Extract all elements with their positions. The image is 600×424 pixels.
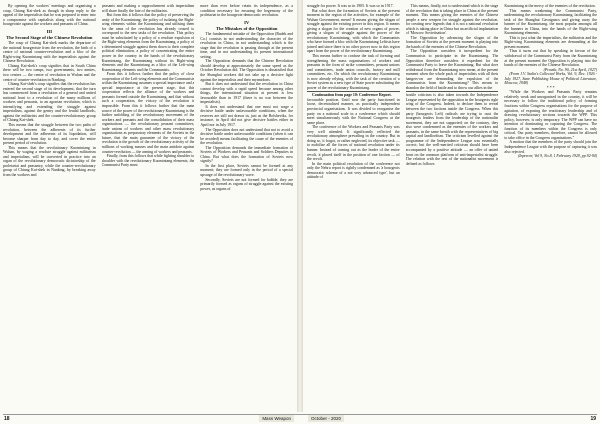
paragraph: This means further to confuse the task of forming and strengthening the mass organisations of workers and peasants in the form of strike committees, peasant unions and committees, trade union councils, factory and mill committees, etc. On which the revolutionary Kuomintang is now already relying, with the task of the creation of a Soviet system as a new type of State power substituting the power of the revolutionary Kuomintang. — [307, 54, 400, 90]
source-citation: (From J.V. Stalin's Collected Works, Vol. 9, Dec. 1926 - July 1927, State Publishing House of Political Literature, Moscow, 1948) — [504, 72, 598, 86]
paragraph: In the main political resolution of the conference not only the Nehru report is rightly condemned as 'a bourgeois democratic scheme of a not very advanced type', but an attitude of — [307, 161, 400, 180]
paragraph: Kuomintang at the mercy of the enemies of the revolution. — [504, 4, 596, 8]
issue-date: October - 2020 — [308, 415, 344, 422]
paragraph: The Opposition demands that the Chinese Revolution should develop at approximately the same speed as the October Revolution did. The Opposition is dissatisfied that the Shanghai workers did not take up a decisive fight against the imperialists and their myrmidons. — [200, 59, 294, 82]
source-citation: (Inprecor, Vol 9, No.8, 1 February 1929, pp 92-94) — [517, 154, 598, 159]
paragraph: struggle for power. It was so in 1905. It was so in 1917. — [307, 4, 394, 8]
paragraph: The Opposition considers it inexpedient for the Communists to participate in the Kuomintang. The Opposition therefore considers it expedient for the Communist Party to leave the Kuomintang. But what does withdrawal from the Kuomintang now mean, at the present moment when the whole pack of imperialists with all their hangers-on are demanding the expulsion of the Communists from the Kuomintang? This means to abandon the field of battle and to throw our allies in the — [405, 49, 499, 90]
paragraph: The conference of the Workers and Peasants Party was very well attended. It significantly reflected the revolutionary atmosphere prevailing in the country. But in doing so, it forgot, or rather neglected, its objective task — to mobilise all the forces of national revolution under its banner. Instead of coming out as the leader of the entire revolt, it placed itself in the position of one faction — of the revolt. — [307, 125, 400, 162]
continuation-note: Continuation from page 10: Conference Report. — [307, 91, 400, 98]
section-heading: The Mistakes of the Opposition — [215, 25, 278, 31]
right-column-2 — [406, 4, 499, 408]
separator: * * * — [546, 85, 555, 90]
right-page-number: 19 — [590, 416, 596, 422]
paragraph: It does not understand that one must not wage a decisive battle under unfavourable conditions, when the reserves are still not drawn in, just as the Bolsheviks, for instance, in April did not give decisive battles either in April nor in July 1917. — [200, 104, 294, 127]
page-footer — [0, 414, 600, 424]
paragraph: favourable position. Until now the party functioned in loose, decentralised manner, as practically independent provincial organisations. It was divided to reorganise the party on a national scale in a conference which should meet simultaneously with the National Congress at the same place. — [307, 97, 400, 125]
paragraph: This is just what the imperialists, the militarists and the Right-wing Kuomintang elements are demanding at the present moment. — [504, 35, 598, 49]
right-page — [304, 4, 600, 408]
paragraph: This means that the revolutionary Kuomintang in Wuhan, by waging a resolute struggle against militarism and imperialism, will be converted in practice into an organ of the revolutionary democratic dictatorship of the proletariat and peasantry, while the counter-revolutionary group of Chiang Kai-shek in Nanking, by breaking away from the workers and — [3, 145, 96, 177]
paragraph: A motion that the members of the party should join the Independence League with the purpose of capturing it was also rejected. — [504, 140, 598, 154]
page-gutter — [297, 0, 303, 412]
left-column-3 — [200, 4, 293, 408]
paragraph: Finally, from this follows that while fighting shoulder to shoulder with the revolutionary Kuomintang elements, the Communist Party must — [101, 154, 195, 168]
paragraph: Thus it turns out that by speaking in favour of the withdrawal of the Communist Party from the Kuomintang at the present moment the Opposition is playing into the hands of the enemies of the Chinese Revolution. — [504, 49, 598, 68]
right-column-1 — [307, 4, 400, 408]
paragraph: In the first place, Soviets cannot be formed at any moment; they are formed only in the period of a special upsurge of the revolutionary wave. — [200, 163, 294, 177]
quote: "While the Workers and Peasants Party remains relatively weak and unorganised in the country, it will be necessary to follow the traditional policy of forming fractions within Congress organisations for the purpose of agitation, of exposing the reactionary leadership and of drawing revolutionary sections towards the WPP. This policy, however, is only temporary. The WPP can have no intention of dominating or capturing the Congress. The function of its members within the Congress is only critical. Our party members, therefore, cannot be allowed to take office in the Congress organisations." — [504, 90, 598, 140]
paragraph: By opening the workers' meetings and organising a coup, Chiang Kai-shek as though in sharp reply to the appeal of the imperialists that he was prepared to enter into a compromise with capitalists along with the national bourgeoisie against the workers and peasants of China. — [3, 4, 96, 27]
paragraph: Chiang Kai-shek's coup signifies that in South China there will be two camps, two governments, two armies, two centres — the centre of revolution in Wuhan and the centre of counter-revolution in Nanking. — [3, 63, 96, 82]
paragraph: But it does not understand that the revolution in China cannot develop with a rapid speed because among other things, the international situation at present is less favourable than in 1917 (there is no war between the imperialists). — [200, 82, 294, 105]
section-number: III — [46, 28, 53, 34]
section-heading: The Second Stage of the Chinese Revolution — [6, 34, 93, 40]
paragraph: This means that the struggle between the two paths of revolution, between the adherents of its further development and the adherents of its liquidation, will become sharper from day to day, and cover the entire present period of revolution. — [3, 122, 96, 146]
paragraph: The Opposition by advancing the slogan of the formation of Soviets at the present moment is playing into the hands of the enemies of the Chinese Revolution. — [405, 35, 499, 49]
paragraph: This means, finally, not to understand which is the stage of the revolution that is taking place in China at the present moment. This means giving the enemies of the Chinese people a new weapon for struggle against the revolution, for creating new legends that it is not a national revolution which is taking place in China but an artificial implantation of 'Moscow Sovietisation'. — [405, 4, 499, 36]
paragraph: hostile criticism is also taken towards the Independence League represented by the opposition in the bourgeois right wing of the Congress. Indeed, to declare them to reveal between the two factions inside the Congress. When this party (bourgeois Left) radicals are trying to oust the bourgeois leaders from the leadership of the nationalist movement, they are not supported; on the contrary, they also were condemned as the enemies of the workers and peasants, in the same breath with the representatives of big capital and landlordism. The criticism levelled against the programme of the Independence League was essentially correct; but the well-merited criticism should have been accompanied by a positive attitude — an offer of united front on the common platform of anti-imperialist struggle. The relation with the rest of the nationalist movement is defined as follows: — [405, 93, 499, 166]
paragraph: From this it follows further that the policy of close cooperation of the Left-wing elements and the Communists within the Kuomintang assumes a special importance and a special importance at the present stage, that this cooperation reflects the alliance of the workers and peasants formed outside the Kuomintang, and that without such a cooperation, the victory of the revolution is impossible. From this it follows further that the main source of the power of the revolutionary Kuomintang is the further unfolding of the revolutionary movement of the workers and peasants and the consolidation of their mass organisations — the revolutionary peasant committees, trade unions of workers and other mass revolutionary organisations as preparatory elements of the Soviets in the future, that the main guarantee of the victory of the revolution is the growth of the revolutionary activity of the millions of working masses and the main antidote against counter-revolution — the arming of workers and peasants. — [101, 72, 195, 154]
paragraph: The coup of Chiang Kai-shek marks the departure of the national bourgeoisie from the revolution, the birth of a centre of national counter-revolution and a bloc of the Right-wing Kuomintang with the imperialists against the Chinese Revolution. — [3, 41, 96, 64]
paragraph: Secondly, Soviets are not formed for babble, they are primarily formed as organs of struggle against the existing power, as organs of — [200, 177, 294, 191]
paragraph: peasants and making a rapprochement with imperialism will share finally the fate of the militarists. — [101, 4, 195, 13]
magazine-name: Mass Weapon — [259, 415, 294, 422]
left-page — [0, 4, 296, 408]
paragraph: But from this it follows that the policy of preserving the unity of the Kuomintang, the policy of isolating the Right-wing elements within the Kuomintang and utilising them for the aims of the revolution has already ceased to correspond to the new tasks of the revolution. This policy must be substituted by a policy of a resolute expulsion of the Right-wing elements from the Kuomintang, a policy of a determined struggle against them down to their complete political elimination, a policy of concentrating the entire power in the country in the hands of the revolutionary Kuomintang, the Kuomintang without its Right-wing elements and the Kuomintang as a bloc of the Left-wing Kuomintang elements and the Communists. — [101, 13, 195, 72]
left-page-number: 18 — [4, 416, 10, 422]
source-citation: (Pravda, No. 90, 21st April, 1927) — [543, 67, 598, 72]
paragraph: Chiang Kai-shek's coup signifies that the revolution has entered the second stage of its development, that the turn has commenced from a revolution of a general and united national front to a revolution of the many millions of workers and peasants, to an agrarian revolution, which is intensifying and extending the struggle against imperialism, against the gentry and the feudal landlords, against the militarists and the counter-revolutionary group of Chiang Kai-shek. — [3, 82, 96, 123]
paragraph: The Opposition does not understand that not to avoid a decisive battle under unfavourable conditions (when it can be avoided) means facilitating the cause of the enemies of the revolution. — [200, 127, 294, 146]
section-number: IV — [244, 19, 250, 25]
paragraph: The fundamental mistake of the Opposition (Radek and Co.) consists in not understanding the character of the revolution in China, in not understanding which is the stage that the revolution is passing through at the present time, and in not understanding its present international setting. — [200, 32, 294, 59]
paragraph: The Opposition demands the immediate formation of Soviets of Workers and Peasants and Soldiers Deputies in China. But what does the formation of Soviets now signify? — [200, 145, 294, 164]
footer-rule — [3, 414, 597, 415]
left-column-1 — [3, 4, 96, 408]
paragraph: more than ever before retain its independence, as a condition necessary for ensuring the hegemony of the proletariat in the bourgeois-democratic revolution. — [200, 4, 294, 18]
left-column-2 — [102, 4, 195, 408]
paragraph: This means weakening the Communist Party, undermining the revolutionary Kuomintang, facilitating the task of the Shanghai Cavaignacs and giving away the banner of the Kuomintang, the most popular amongst all the banners in China, into the hands of the Right-wing Kuomintang elements. — [504, 8, 598, 36]
paragraph: But what does the formation of Soviets at the present moment in the region of the activities, for example of the Wuhan Government, mean? It means giving the slogan of struggle against the existing power in this region. It means giving a slogan for the creation of new organs of power, giving a slogan of struggle against the power of the revolutionary Kuomintang, with which the Communists who have formed a bloc with the Kuomintang Leftists have joined and since there is no other power now in this region apart from the power of the revolutionary Kuomintang. — [307, 8, 400, 54]
right-column-3 — [504, 4, 597, 408]
